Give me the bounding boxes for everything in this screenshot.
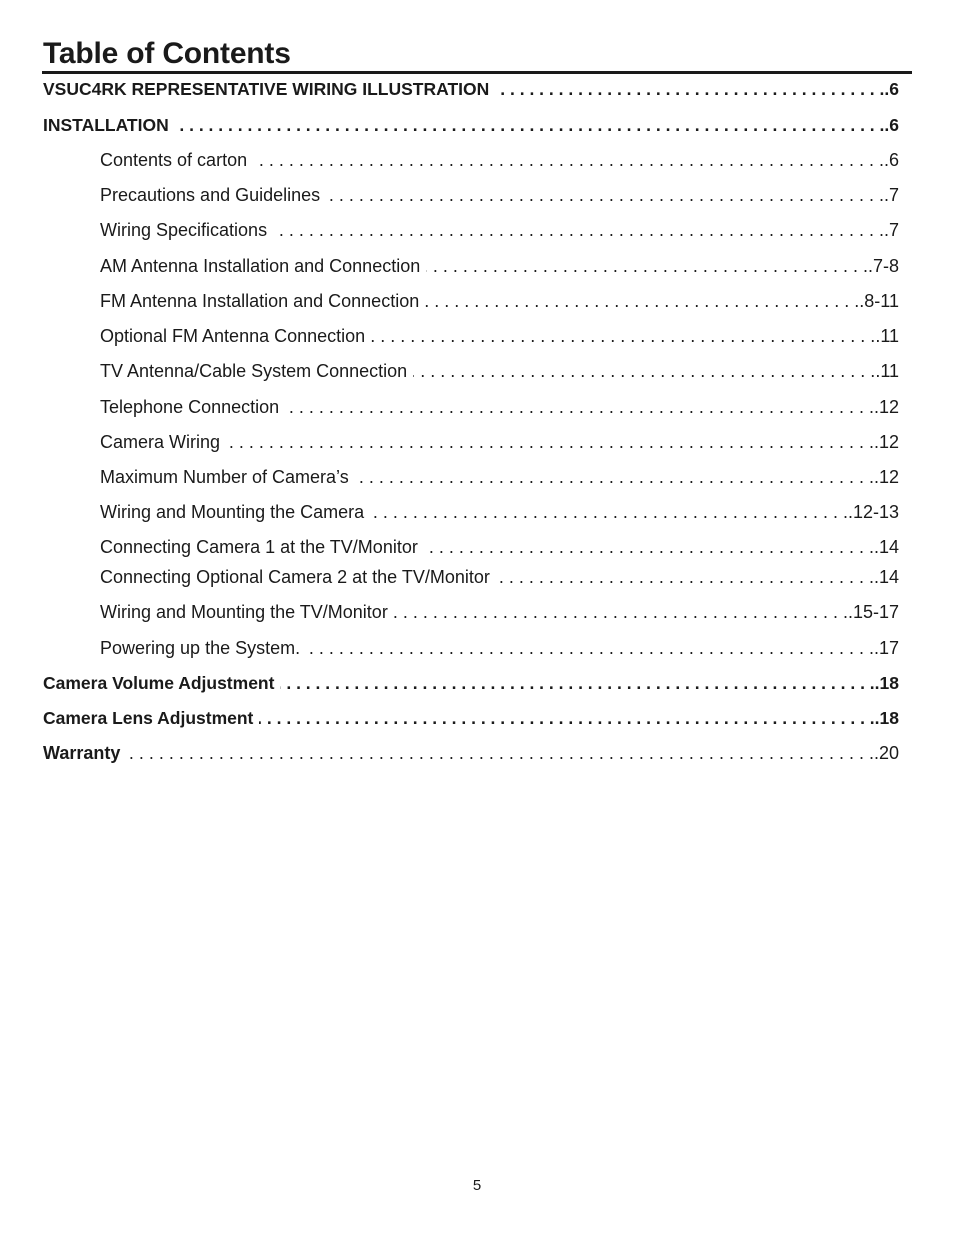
toc-entry-label: Camera Volume Adjustment	[43, 673, 275, 693]
toc-entry-mounting-tv-monitor[interactable]	[100, 601, 899, 623]
toc-entry-label: Powering up the System.	[100, 638, 301, 658]
toc-entry-label: Warranty	[43, 743, 121, 763]
toc-entry-connecting-camera-2[interactable]	[100, 566, 899, 588]
dot-leader	[425, 290, 859, 312]
toc-entry-page: .7-8	[867, 256, 899, 276]
toc-entry-label: Wiring Specifications	[100, 220, 268, 240]
toc-entry-camera-lens[interactable]	[43, 707, 899, 729]
toc-entry-page: .12	[873, 432, 899, 452]
toc-entry-page: .7	[883, 185, 899, 205]
toc-entry-page: .12	[873, 467, 899, 487]
dot-leader	[496, 566, 874, 588]
toc-entry-wiring-specifications[interactable]	[100, 219, 899, 241]
dot-leader	[371, 325, 875, 347]
dot-leader	[126, 742, 874, 764]
toc-entry-tv-antenna[interactable]	[100, 360, 899, 382]
toc-entry-label: Camera Wiring	[100, 432, 221, 452]
toc-entry-max-cameras[interactable]	[100, 466, 899, 488]
toc-entry-fm-antenna[interactable]	[100, 290, 899, 312]
toc-entry-page: .6	[883, 150, 899, 170]
toc-entry-page: .6	[884, 79, 899, 99]
dot-leader	[355, 466, 874, 488]
toc-entry-page: .14	[873, 567, 899, 587]
dot-leader	[424, 536, 874, 558]
dot-leader	[280, 672, 874, 694]
toc-entry-precautions[interactable]	[100, 184, 899, 206]
dot-leader	[495, 78, 884, 100]
toc-entry-label: VSUC4RK REPRESENTATIVE WIRING ILLUSTRATION	[43, 79, 490, 99]
toc-entry-label: Telephone Connection	[100, 397, 280, 417]
toc-entry-label: Connecting Camera 1 at the TV/Monitor	[100, 537, 418, 557]
dot-leader	[394, 601, 848, 623]
toc-entry-telephone[interactable]	[100, 396, 899, 418]
toc-entry-mounting-camera[interactable]	[100, 501, 899, 523]
dot-leader	[175, 114, 885, 136]
toc-entry-page: .17	[873, 638, 899, 658]
toc-entry-page: .7	[883, 220, 899, 240]
dot-leader	[413, 360, 875, 382]
toc-entry-connecting-camera-1[interactable]	[100, 536, 899, 558]
toc-entry-page: .6	[884, 115, 899, 135]
toc-entry-page: .12	[873, 397, 899, 417]
toc-entry-page: .11	[875, 326, 899, 346]
page-title: Table of Contents	[43, 37, 291, 70]
toc-entry-am-antenna[interactable]	[100, 255, 899, 277]
toc-entry-label: Precautions and Guidelines	[100, 185, 321, 205]
toc-entry-installation[interactable]	[43, 114, 899, 136]
toc-entry-camera-volume[interactable]	[43, 672, 899, 694]
dot-leader	[306, 637, 874, 659]
toc-entry-page: .18	[874, 673, 899, 693]
toc-entry-page: .18	[874, 708, 899, 728]
toc-entry-label: Camera Lens Adjustment	[43, 708, 254, 728]
toc-entry-label: FM Antenna Installation and Connection	[100, 291, 420, 311]
dot-leader	[326, 184, 884, 206]
toc-entry-page: .8-11	[859, 291, 899, 311]
toc-entry-page: .20	[873, 743, 899, 763]
dot-leader	[259, 707, 874, 729]
dot-leader	[226, 431, 874, 453]
toc-entry-contents-of-carton[interactable]	[100, 149, 899, 171]
dot-leader	[370, 501, 848, 523]
toc-entry-powering-up[interactable]	[100, 637, 899, 659]
toc-entry-label: AM Antenna Installation and Connection	[100, 256, 421, 276]
toc-entry-label: Maximum Number of Camera’s	[100, 467, 349, 487]
toc-entry-label: Wiring and Mounting the TV/Monitor	[100, 602, 388, 622]
dot-leader	[426, 255, 868, 277]
toc-entry-label: Connecting Optional Camera 2 at the TV/Monitor	[100, 567, 490, 587]
page-number: 5	[472, 1177, 482, 1194]
toc-entry-page: .11	[875, 361, 899, 381]
toc-entry-label: TV Antenna/Cable System Connection	[100, 361, 408, 381]
toc-entry-optional-fm-antenna[interactable]	[100, 325, 899, 347]
toc-entry-label: INSTALLATION	[43, 115, 169, 135]
title-divider	[42, 71, 912, 74]
toc-entry-page: .14	[873, 537, 899, 557]
toc-entry-label: Wiring and Mounting the Camera	[100, 502, 365, 522]
toc-entry-label: Contents of carton	[100, 150, 248, 170]
toc-entry-wiring-illustration[interactable]	[43, 78, 899, 100]
dot-leader	[253, 149, 884, 171]
toc-entry-page: .12-13	[847, 502, 899, 522]
toc-entry-warranty[interactable]	[43, 742, 899, 764]
dot-leader	[285, 396, 874, 418]
dot-leader	[273, 219, 884, 241]
toc-entry-camera-wiring[interactable]	[100, 431, 899, 453]
toc-entry-label: Optional FM Antenna Connection	[100, 326, 366, 346]
toc-entry-page: .15-17	[847, 602, 899, 622]
